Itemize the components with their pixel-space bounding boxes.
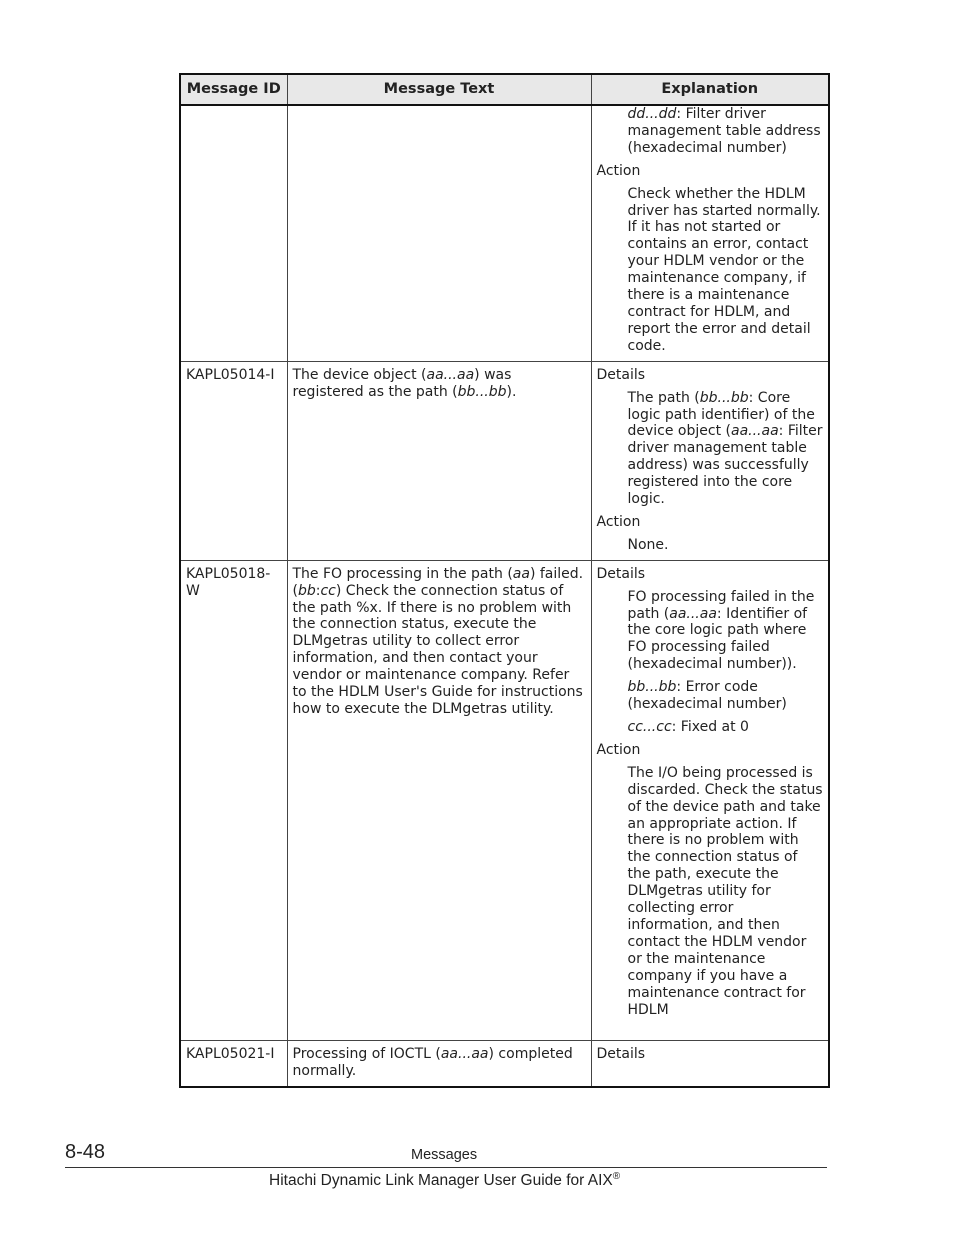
- detail-item: [628, 589, 824, 674]
- detail-text: : Core logic path identifier) of the device object (: [627, 389, 815, 440]
- action-label: Action: [596, 741, 641, 758]
- detail-text: : Error code (hexadecimal number): [627, 679, 787, 713]
- detail-item: [628, 106, 824, 157]
- variable: aa: [512, 565, 530, 582]
- text-part: ) completed normally.: [292, 1045, 573, 1079]
- details-label: Details: [596, 1045, 646, 1062]
- header-message-id: Message ID: [180, 74, 287, 105]
- table-row: [180, 361, 829, 560]
- variable: dd...dd: [627, 106, 677, 122]
- detail-item: [628, 679, 824, 713]
- action-text: None.: [627, 536, 669, 553]
- table-row: [180, 105, 829, 361]
- variable: aa...aa: [669, 605, 717, 622]
- detail-text: : Fixed at 0: [671, 719, 749, 735]
- variable: bb: [297, 582, 316, 599]
- text-part: ).: [506, 383, 517, 400]
- page-number: 8-48: [65, 1141, 106, 1163]
- details-label: Details: [596, 366, 646, 383]
- variable: aa...aa: [440, 1045, 489, 1062]
- footer-divider: [65, 1167, 827, 1168]
- book-title: [269, 1171, 620, 1190]
- message-text-cell: [287, 1040, 591, 1086]
- explanation-cell: [591, 1040, 829, 1086]
- book-title-text: Hitachi Dynamic Link Manager User Guide for AIX: [269, 1172, 613, 1190]
- details-label: Details: [596, 565, 646, 582]
- registered-trademark: ®: [612, 1171, 621, 1182]
- text-part: ) was registered as the path (: [292, 366, 512, 400]
- variable: bb...bb: [457, 383, 507, 400]
- message-id-cell: KAPL05021-I: [180, 1040, 287, 1086]
- text-part: ) failed. (: [292, 565, 584, 599]
- text-part: The device object (: [292, 366, 427, 383]
- text-part: :: [315, 582, 321, 599]
- action-text: Check whether the HDLM driver has started normally. If it has not started or contains an error, contact your HDLM vendor or the maintenance company, if there is a maintenance contract for HDLM, and report the error and detail code.: [627, 185, 821, 354]
- text-part: Processing of IOCTL (: [292, 1045, 441, 1062]
- detail-text: : Filter driver management table address (hexadecimal number): [627, 106, 821, 156]
- variable: cc...cc: [627, 719, 672, 735]
- table-row: [180, 560, 829, 1040]
- variable: bb...bb: [699, 389, 749, 406]
- variable: cc: [320, 582, 336, 599]
- detail-text: FO processing failed in the path (: [627, 588, 815, 622]
- action-text: The I/O being processed is discarded. Check the status of the device path and take an appropriate action. If there is no problem with the connection status of the path, execute the DLMgetras utility for collecting error information, and then contact the HDLM vendor or the maintenance company if you have a maintenance contract for HDLM: [627, 764, 823, 1018]
- header-message-text: Message Text: [287, 74, 591, 105]
- explanation-cell: [591, 560, 829, 1040]
- message-id-cell: KAPL05018-W: [180, 560, 287, 1040]
- message-id-cell: KAPL05014-I: [180, 361, 287, 560]
- table-header-row: [180, 74, 829, 105]
- section-name: Messages: [411, 1147, 478, 1163]
- variable: aa...aa: [731, 423, 779, 440]
- message-text-cell: [287, 560, 591, 1040]
- action-label: Action: [596, 162, 641, 179]
- detail-text: The path (: [627, 389, 700, 406]
- message-text-cell: [287, 361, 591, 560]
- message-table: [179, 73, 830, 1088]
- action-label: Action: [596, 513, 641, 530]
- header-explanation: Explanation: [591, 74, 829, 105]
- explanation-cell: [591, 105, 829, 361]
- detail-item: [628, 719, 824, 736]
- detail-item: [628, 390, 824, 508]
- text-part: ) Check the connection status of the path %x. If there is no problem with the connection status, execute the DLMgetras utility to collect error information, and then contact your vendor or maintenance company. Refer to the HDLM User's Guide for instructions how to execute the DLMgetras utility.: [292, 582, 583, 717]
- table-row: [180, 1040, 829, 1086]
- message-text-cell: [287, 105, 591, 361]
- detail-text: : Filter driver management table address) was successfully registered into the core logic.: [627, 423, 823, 508]
- variable: bb...bb: [627, 679, 677, 696]
- explanation-cell: [591, 361, 829, 560]
- variable: aa...aa: [426, 366, 475, 383]
- detail-text: : Identifier of the core logic path where FO processing failed (hexadecimal number)).: [627, 605, 808, 673]
- text-part: The FO processing in the path (: [292, 565, 513, 582]
- message-id-cell: [180, 105, 287, 361]
